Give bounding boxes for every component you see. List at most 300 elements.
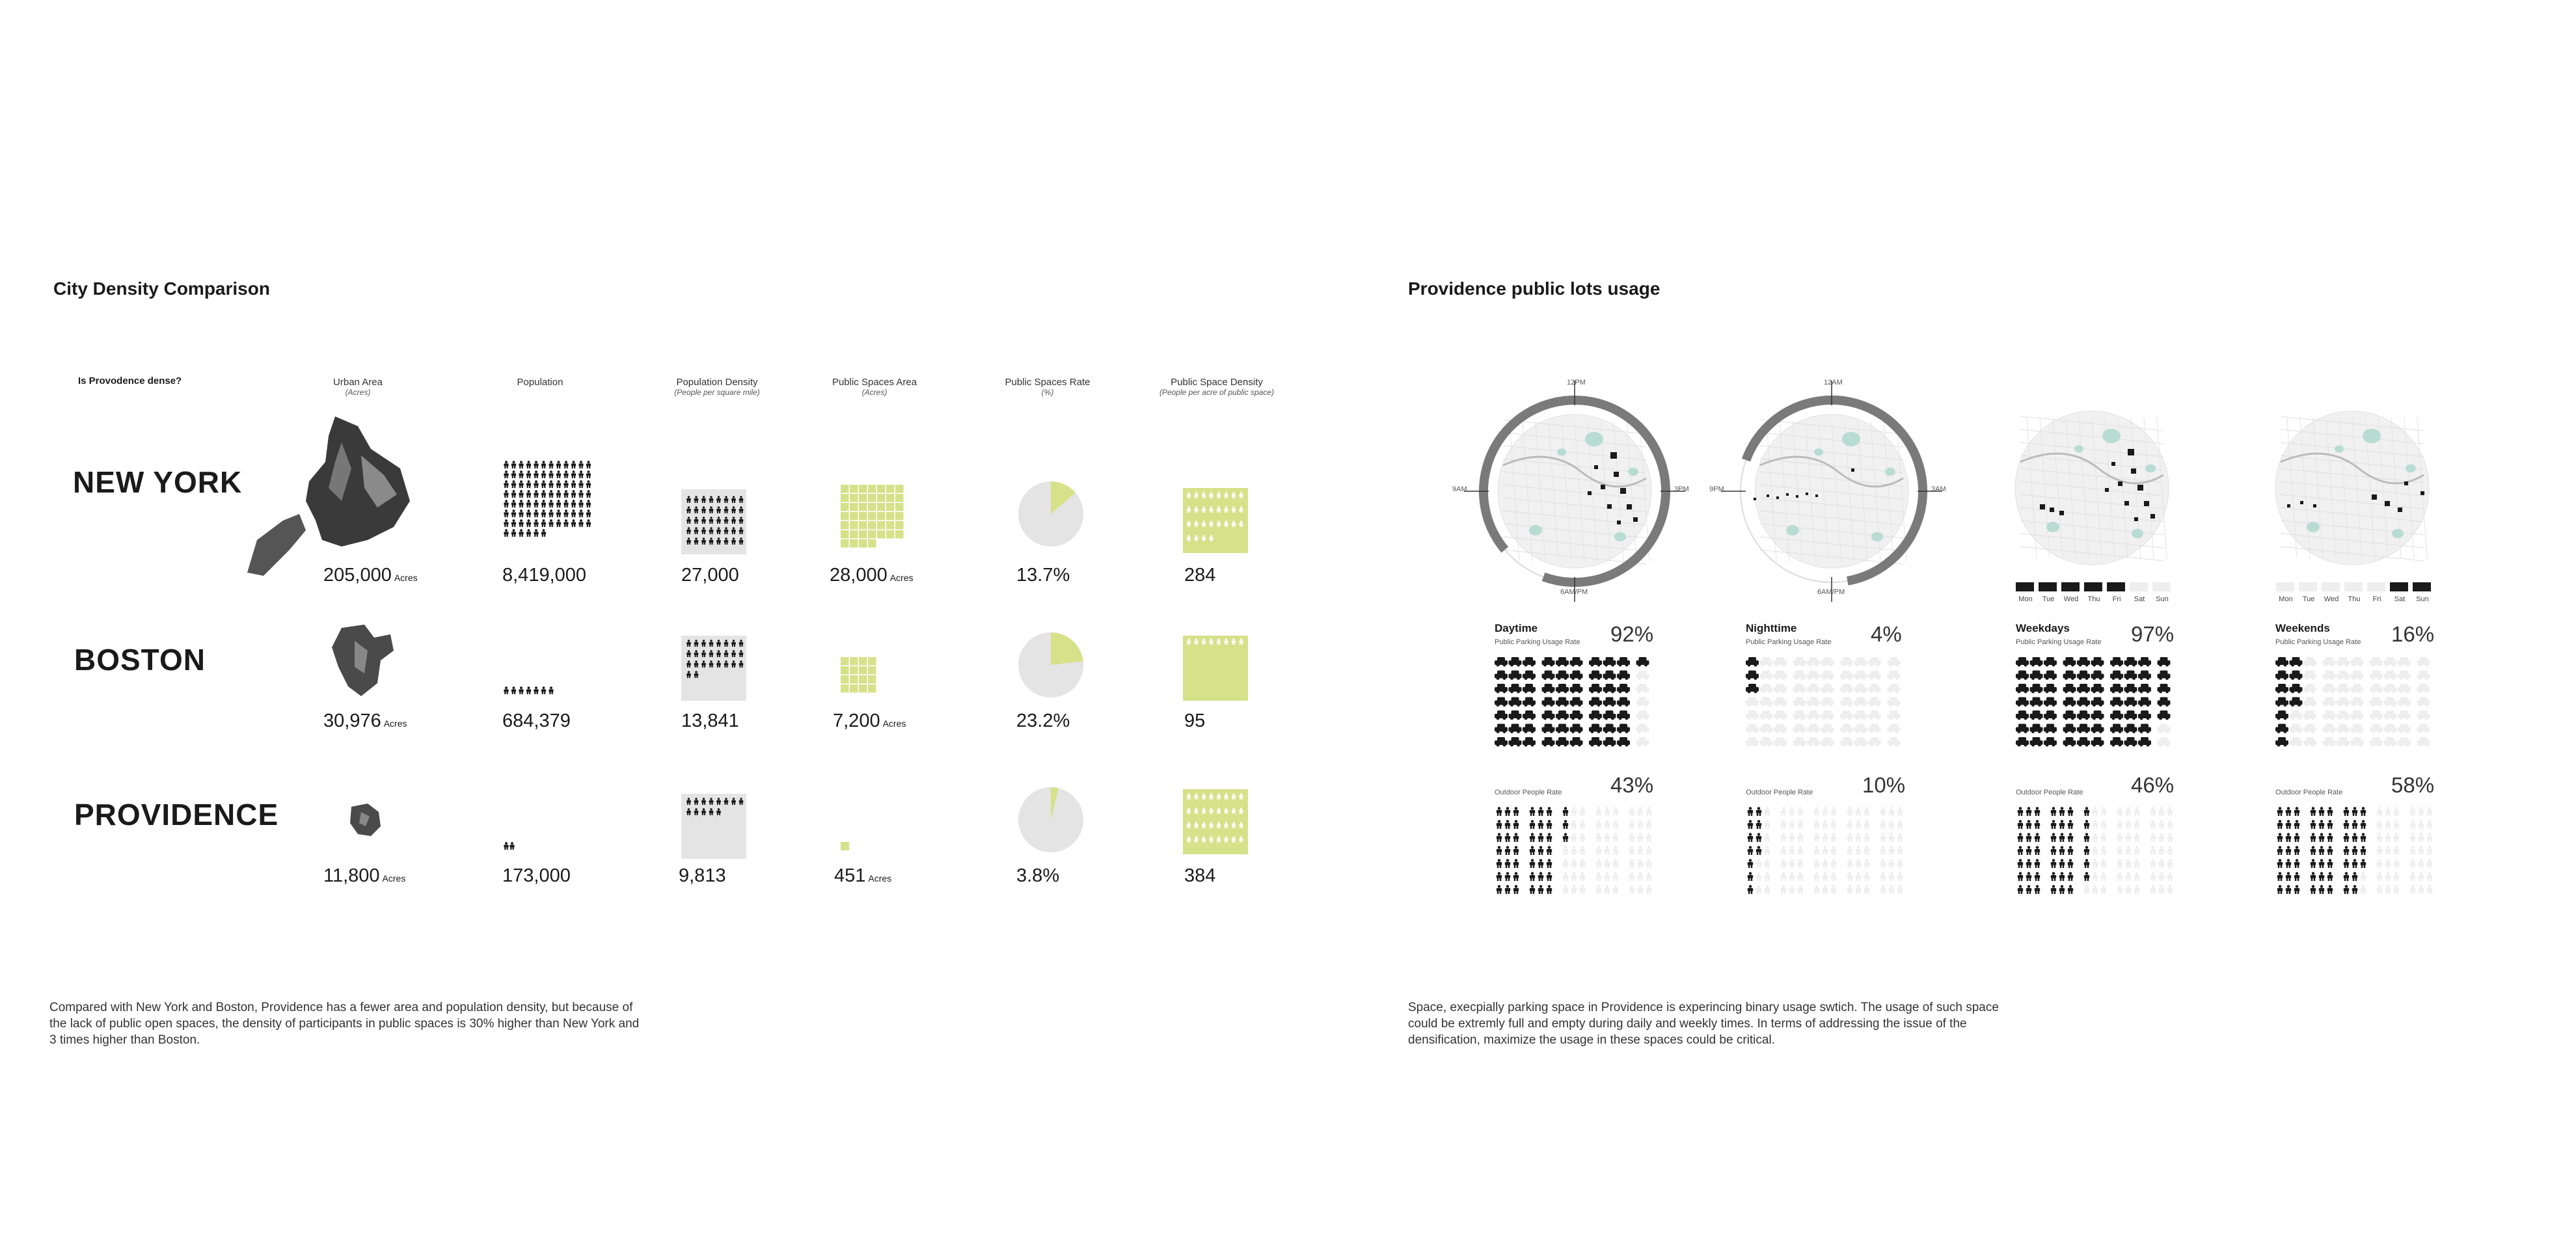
person-icon (2311, 859, 2316, 868)
person-icon (2419, 846, 2424, 855)
park-area (1585, 432, 1603, 446)
person-icon (2427, 872, 2432, 881)
day-bar (2061, 582, 2080, 591)
city-name-providence: PROVIDENCE (74, 798, 279, 831)
area-cell (850, 539, 858, 548)
person-icon (2059, 820, 2065, 829)
person-icon (2410, 885, 2415, 894)
value-area-new-york: 205,000 Acres (323, 565, 418, 586)
car-icon (1509, 697, 1522, 707)
population-icons-new-york (502, 461, 593, 558)
person-icon (2093, 859, 2098, 868)
person-icon (578, 470, 583, 478)
person-icon (571, 490, 576, 498)
person-icon (511, 490, 516, 498)
day-cell-sat (2390, 582, 2409, 603)
car-icon (2044, 737, 2057, 747)
area-cell (859, 503, 867, 511)
park-area (1885, 468, 1895, 476)
public-density-box-providence (1183, 789, 1248, 854)
car-icon (2158, 737, 2171, 747)
person-icon (2126, 885, 2131, 894)
car-icon (1821, 697, 1834, 707)
person-icon (2419, 872, 2424, 881)
person-icon (1798, 833, 1803, 842)
map-weekdays (2007, 403, 2176, 573)
car-icon (1888, 657, 1901, 667)
day-bar (2344, 582, 2363, 591)
area-cell (859, 530, 867, 539)
car-icon (2030, 697, 2043, 707)
value-area-boston: 30,976 Acres (323, 710, 407, 731)
person-icon (1897, 859, 1903, 868)
car-icon (1603, 710, 1616, 720)
car-icon (2110, 737, 2123, 747)
person-icon (1880, 807, 1886, 816)
person-icon (2167, 859, 2173, 868)
person-icon (1897, 872, 1903, 881)
car-icon (1556, 737, 1569, 747)
person-icon (1505, 859, 1510, 868)
area-cell (868, 494, 876, 502)
car-icon (1868, 697, 1881, 707)
person-icon (1880, 833, 1886, 842)
person-icon (2344, 859, 2349, 868)
person-icon (1629, 846, 1634, 855)
car-icon (1636, 671, 1649, 681)
pct-parking-daytime: 92% (1610, 622, 1654, 646)
car-icon (2158, 657, 2171, 667)
car-icon (1854, 684, 1867, 694)
person-icon (2352, 833, 2357, 842)
car-icon (2124, 697, 2137, 707)
person-icon (586, 480, 591, 488)
person-icon (519, 500, 523, 507)
car-icon (2417, 724, 2430, 734)
person-icon (2059, 833, 2065, 842)
area-cell (868, 657, 876, 666)
pct-outdoor-daytime: 43% (1610, 773, 1654, 797)
car-icon (2077, 724, 2090, 734)
person-icon (2134, 885, 2139, 894)
person-icon (1563, 872, 1568, 881)
person-icon (2361, 807, 2366, 816)
person-icon (2377, 846, 2382, 855)
person-icon (1798, 846, 1803, 855)
clock-label-12am: 12AM (1824, 379, 1843, 386)
car-icon (1746, 697, 1759, 707)
person-icon (526, 470, 531, 478)
car-icon (2016, 697, 2029, 707)
person-icon (1605, 846, 1610, 855)
person-icon (2068, 820, 2073, 829)
person-icon (1897, 807, 1903, 816)
car-icon (1774, 724, 1787, 734)
area-cell (859, 666, 867, 675)
person-icon (1638, 807, 1643, 816)
parking-lot (1851, 468, 1854, 472)
person-icon (2311, 872, 2316, 881)
person-icon (2277, 872, 2283, 881)
outdoor-sub-daytime: Outdoor People Rate (1495, 789, 1562, 796)
person-icon (1580, 833, 1585, 842)
person-icon (2286, 872, 2291, 881)
car-icon (1636, 724, 1649, 734)
person-icon (2159, 846, 2164, 855)
car-icon (2351, 671, 2364, 681)
value-density-new-york: 27,000 (681, 565, 739, 586)
car-icon (1636, 710, 1649, 720)
area-cell (877, 512, 886, 520)
pie-chart-providence (1015, 784, 1087, 856)
person-icon (2126, 820, 2131, 829)
person-icon (511, 470, 516, 478)
person-icon (504, 480, 508, 488)
car-icon (2110, 671, 2123, 681)
person-icon (2319, 859, 2324, 868)
area-cell (841, 666, 849, 675)
person-icon (1497, 859, 1502, 868)
person-icon (1563, 859, 1568, 868)
person-icon (1513, 885, 1519, 894)
day-label: Tue (2302, 595, 2315, 603)
day-label: Fri (2112, 595, 2121, 603)
person-icon (1798, 807, 1803, 816)
car-icon (2044, 724, 2057, 734)
person-icon (526, 480, 531, 488)
person-icon (519, 461, 523, 468)
person-icon (2093, 820, 2098, 829)
person-icon (2277, 859, 2283, 868)
day-bar (2390, 582, 2408, 591)
car-icon (1840, 684, 1853, 694)
park-area (1786, 525, 1799, 535)
person-icon (1580, 807, 1585, 816)
person-icon (534, 509, 538, 517)
person-icon (2361, 846, 2366, 855)
area-cell (841, 503, 849, 511)
car-icon (2124, 737, 2137, 747)
car-icon (1556, 724, 1569, 734)
person-icon (1563, 885, 1568, 894)
person-icon (2084, 807, 2089, 816)
car-icon (1854, 737, 1867, 747)
area-cell (850, 684, 858, 693)
parking-lot (1588, 491, 1592, 495)
person-icon (1781, 885, 1786, 894)
person-icon (2385, 859, 2391, 868)
day-bar (2322, 582, 2340, 591)
car-icon (1760, 710, 1773, 720)
person-icon (2352, 885, 2357, 894)
day-bar (2152, 582, 2171, 591)
boston-map (329, 621, 400, 699)
area-cell (841, 657, 849, 666)
person-icon (2410, 833, 2415, 842)
car-icon (1854, 724, 1867, 734)
person-icon (1646, 846, 1651, 855)
person-icon (2419, 833, 2424, 842)
person-icon (2150, 872, 2156, 881)
person-icon (1897, 833, 1903, 842)
person-icon (1831, 846, 1836, 855)
area-cell (868, 512, 876, 520)
car-icon (1774, 737, 1787, 747)
person-icon (1563, 833, 1568, 842)
car-icon (2384, 671, 2397, 681)
area-cell (895, 503, 904, 511)
value-public-density-providence: 384 (1184, 865, 1216, 886)
person-icon (2377, 872, 2382, 881)
car-icon (2016, 710, 2029, 720)
car-icon (1774, 684, 1787, 694)
person-icon (541, 519, 546, 527)
person-icon (549, 470, 553, 478)
person-icon (2018, 885, 2023, 894)
person-icon (2084, 820, 2089, 829)
car-icon (2044, 671, 2057, 681)
person-icon (549, 500, 553, 507)
person-icon (541, 509, 546, 517)
person-icon (571, 461, 576, 468)
car-icon (2323, 697, 2336, 707)
car-icon (2351, 684, 2364, 694)
person-icon (1831, 807, 1836, 816)
car-icon (2323, 671, 2336, 681)
person-icon (2084, 833, 2089, 842)
person-icon (1505, 820, 1510, 829)
parking-lot (2050, 507, 2054, 512)
parking-lot (1594, 465, 1598, 469)
area-cell (868, 675, 876, 684)
person-icon (1880, 846, 1886, 855)
area-cell (841, 521, 849, 530)
person-icon (1897, 820, 1903, 829)
person-icon (2427, 859, 2432, 868)
car-icon (1807, 684, 1820, 694)
car-icon (2030, 724, 2043, 734)
car-icon (2290, 737, 2303, 747)
person-icon (1889, 807, 1894, 816)
area-cell (868, 485, 876, 493)
area-cell (886, 530, 895, 539)
person-icon (1538, 872, 1543, 881)
person-icon (1748, 859, 1753, 868)
person-icon (1538, 820, 1543, 829)
person-icon (2311, 846, 2316, 855)
person-icon (1889, 859, 1894, 868)
person-icon (1547, 859, 1552, 868)
day-cell-fri (2107, 582, 2126, 603)
person-icon (2344, 885, 2349, 894)
car-icon (2138, 697, 2151, 707)
person-icon (2394, 820, 2399, 829)
car-icon (1523, 737, 1536, 747)
person-icon (1613, 820, 1618, 829)
person-icon (511, 461, 516, 468)
person-icon (2101, 807, 2106, 816)
person-icon (511, 519, 516, 527)
car-icon (1821, 657, 1834, 667)
clock-label-3am: 3AM (1931, 485, 1946, 493)
car-icon (2138, 657, 2151, 667)
person-icon (526, 519, 531, 527)
car-icon (1760, 724, 1773, 734)
person-icon (2101, 885, 2106, 894)
car-icon (1603, 724, 1616, 734)
park-area (2335, 445, 2344, 452)
person-icon (2026, 872, 2031, 881)
day-label: Thu (2348, 595, 2361, 603)
person-icon (541, 529, 546, 537)
car-icon (1617, 671, 1630, 681)
person-icon (1756, 833, 1761, 842)
person-icon (1530, 820, 1535, 829)
person-icon (2385, 872, 2391, 881)
person-icon (586, 461, 591, 468)
car-icon (1542, 671, 1555, 681)
car-icon (1556, 657, 1569, 667)
day-label: Fri (2372, 595, 2381, 603)
person-icon (511, 480, 516, 488)
car-icon (1523, 684, 1536, 694)
person-icon (534, 480, 538, 488)
person-icon (1571, 807, 1577, 816)
person-icon (2319, 846, 2324, 855)
person-icon (1765, 807, 1770, 816)
person-icon (2277, 807, 2283, 816)
area-cell (886, 503, 895, 511)
value-public-density-boston: 95 (1184, 710, 1206, 731)
car-icon (2303, 710, 2316, 720)
person-icon (1497, 885, 1502, 894)
car-icon (1636, 697, 1649, 707)
person-icon (2294, 833, 2299, 842)
car-icon (2337, 697, 2350, 707)
car-icon (2044, 657, 2057, 667)
car-icon (2016, 737, 2029, 747)
person-icon (2126, 872, 2131, 881)
person-icon (2126, 807, 2131, 816)
car-icon (1821, 684, 1834, 694)
car-icon (1793, 697, 1806, 707)
person-icon (2294, 807, 2299, 816)
person-icon (1748, 833, 1753, 842)
person-icon (2294, 859, 2299, 868)
person-icon (2286, 807, 2291, 816)
person-icon (1513, 872, 1519, 881)
car-icon (2337, 710, 2350, 720)
person-icon (2344, 807, 2349, 816)
person-icon (2134, 833, 2139, 842)
parking-lot (2128, 449, 2134, 455)
colhead-population: Population (517, 377, 563, 388)
person-icon (1596, 872, 1601, 881)
car-icon (2138, 710, 2151, 720)
person-icon (2134, 872, 2139, 881)
person-icon (1831, 859, 1836, 868)
value-density-boston: 13,841 (681, 710, 739, 731)
car-icon (2138, 737, 2151, 747)
park-area (2046, 522, 2059, 532)
parking-lot (1806, 493, 1808, 495)
parking-lot (2398, 507, 2402, 512)
car-icon (2384, 697, 2397, 707)
park-area (1529, 525, 1542, 535)
park-area (2102, 429, 2121, 443)
person-icon (511, 686, 516, 694)
car-grid-weekends (2275, 657, 2432, 755)
car-grid-nighttime (1746, 657, 1902, 755)
providence-map (345, 800, 384, 839)
person-icon (2093, 846, 2098, 855)
person-icon (1563, 846, 1568, 855)
area-cell (877, 494, 886, 502)
person-icon (1530, 872, 1535, 881)
person-icon (2159, 833, 2164, 842)
person-icon (571, 500, 576, 507)
person-icon (2385, 885, 2391, 894)
person-icon (556, 461, 561, 468)
person-icon (504, 470, 508, 478)
person-icon (1814, 859, 1819, 868)
person-icon (2377, 820, 2382, 829)
person-icon (1847, 833, 1852, 842)
density-box-boston (681, 636, 746, 701)
car-icon (2030, 657, 2043, 667)
clock-label-3pm: 3PM (1674, 485, 1689, 493)
area-cell (841, 684, 849, 693)
pct-outdoor-weekdays: 46% (2131, 773, 2175, 797)
person-icon (2117, 872, 2122, 881)
person-icon (1605, 833, 1610, 842)
value-public-density-new-york: 284 (1184, 565, 1216, 586)
person-icon (1864, 807, 1869, 816)
area-cell (886, 494, 895, 502)
area-cell (895, 485, 904, 493)
day-bar (2016, 582, 2034, 591)
person-icon (541, 480, 546, 488)
person-icon (1798, 859, 1803, 868)
day-cell-sun (2152, 582, 2172, 603)
car-icon (1888, 671, 1901, 681)
car-icon (2077, 671, 2090, 681)
area-cell (850, 657, 858, 666)
car-icon (2337, 724, 2350, 734)
car-icon (2290, 724, 2303, 734)
car-icon (2063, 710, 2076, 720)
person-icon (1571, 833, 1577, 842)
car-icon (2351, 724, 2364, 734)
person-icon (1530, 846, 1535, 855)
person-icon (2084, 885, 2089, 894)
person-icon (1864, 820, 1869, 829)
outdoor-sub-nighttime: Outdoor People Rate (1746, 789, 1813, 796)
car-icon (1868, 724, 1881, 734)
person-icon (504, 686, 508, 694)
person-icon (2068, 807, 2073, 816)
car-icon (1542, 710, 1555, 720)
car-icon (2275, 697, 2288, 707)
car-icon (2110, 697, 2123, 707)
car-icon (2370, 697, 2383, 707)
panel-sub-weekends: Public Parking Usage Rate (2275, 638, 2361, 646)
car-icon (1840, 657, 1853, 667)
person-icon (2319, 807, 2324, 816)
person-icon (1538, 859, 1543, 868)
car-icon (2091, 697, 2104, 707)
person-icon (1831, 833, 1836, 842)
